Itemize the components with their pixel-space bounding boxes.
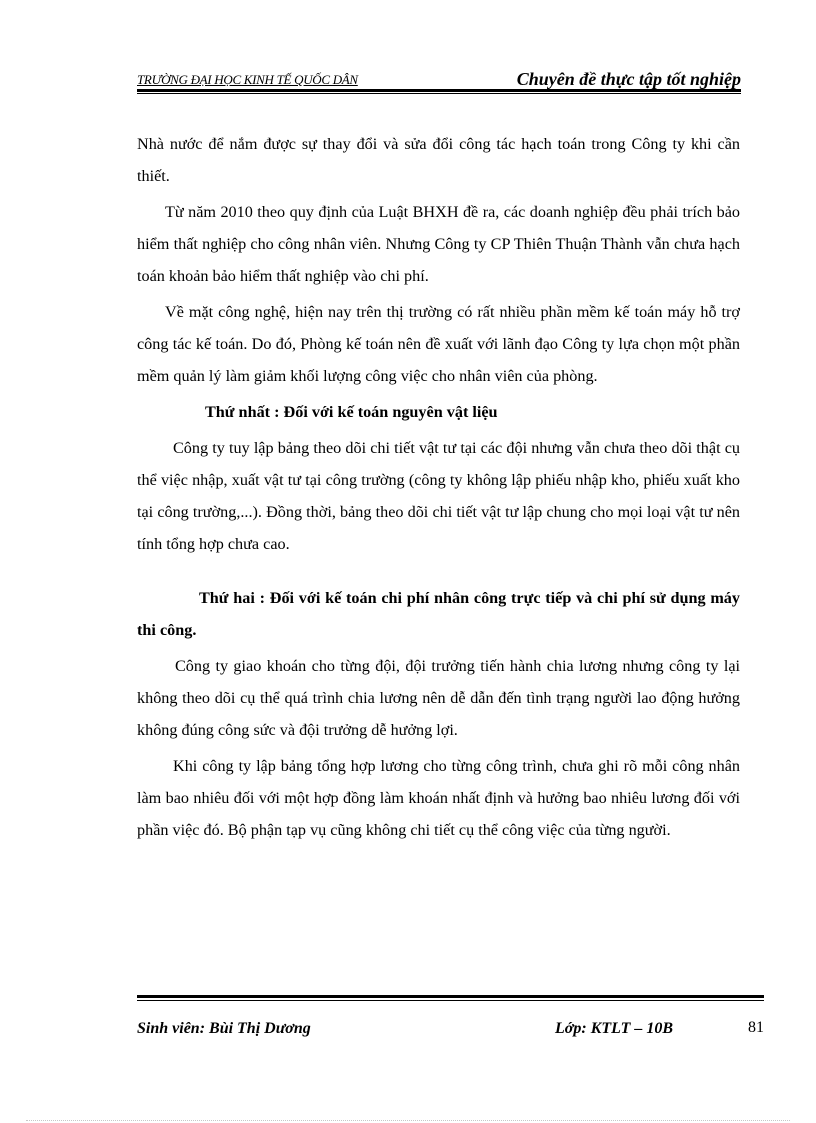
paragraph: Khi công ty lập bảng tổng hợp lương cho từng công trình, chưa ghi rõ mỗi công nhân làm bao nhiêu đối với một hợp đồng làm khoán nhất định và hưởng bao nhiêu lương đối với phần việc đó. Bộ phận tạp vụ cũng không chi tiết cụ thể công việc của từng người. (137, 757, 740, 839)
section-heading-2: Thứ hai : Đối với kế toán chi phí nhân công trực tiếp và chi phí sử dụng máy thi công. (137, 589, 740, 639)
document-title: Chuyên đề thực tập tốt nghiệp (516, 69, 741, 89)
paragraph: Công ty giao khoán cho từng đội, đội trưởng tiến hành chia lương nhưng công ty lại không theo dõi cụ thể quá trình chia lương nên dễ dẫn đến tình trạng người lao động hưởng không đúng công sức và đội trưởng dễ hưởng lợi. (137, 657, 740, 739)
paragraph: Về mặt công nghệ, hiện nay trên thị trường có rất nhiều phần mềm kế toán máy hỗ trợ công tác kế toán. Do đó, Phòng kế toán nên đề xuất với lãnh đạo Công ty lựa chọn một phần mềm quản lý làm giảm khối lượng công việc cho nhân viên của phòng. (137, 303, 740, 385)
page-number: 81 (748, 1019, 764, 1036)
page-edge-divider (26, 1120, 790, 1121)
student-name: Sinh viên: Bùi Thị Dương (137, 1020, 311, 1037)
footer-divider (137, 995, 764, 1001)
university-name: TRƯỜNG ĐẠI HỌC KINH TẾ QUỐC DÂN (137, 72, 358, 87)
paragraph: Nhà nước để nắm được sự thay đổi và sửa đổi công tác hạch toán trong Công ty khi cần thiết. (137, 135, 740, 185)
section-heading-1: Thứ nhất : Đối với kế toán nguyên vật liệu (205, 403, 498, 421)
paragraph: Công ty tuy lập bảng theo dõi chi tiết vật tư tại các đội nhưng vẫn chưa theo dõi thật cụ thể việc nhập, xuất vật tư tại công trường (công ty không lập phiếu nhập kho, phiếu xuất kho tại công trường,...). Đồng thời, bảng theo dõi chi tiết vật tư lập chung cho mọi loại vật tư nên tính tổng hợp chưa cao. (137, 439, 740, 553)
page-body (137, 128, 740, 846)
header-divider (137, 89, 741, 94)
paragraph: Từ năm 2010 theo quy định của Luật BHXH đề ra, các doanh nghiệp đều phải trích bảo hiểm thất nghiệp cho công nhân viên. Nhưng Công ty CP Thiên Thuận Thành vẫn chưa hạch toán khoản bảo hiểm thất nghiệp vào chi phí. (137, 203, 740, 285)
class-name: Lớp: KTLT – 10B (555, 1020, 674, 1037)
page-header (137, 64, 741, 90)
